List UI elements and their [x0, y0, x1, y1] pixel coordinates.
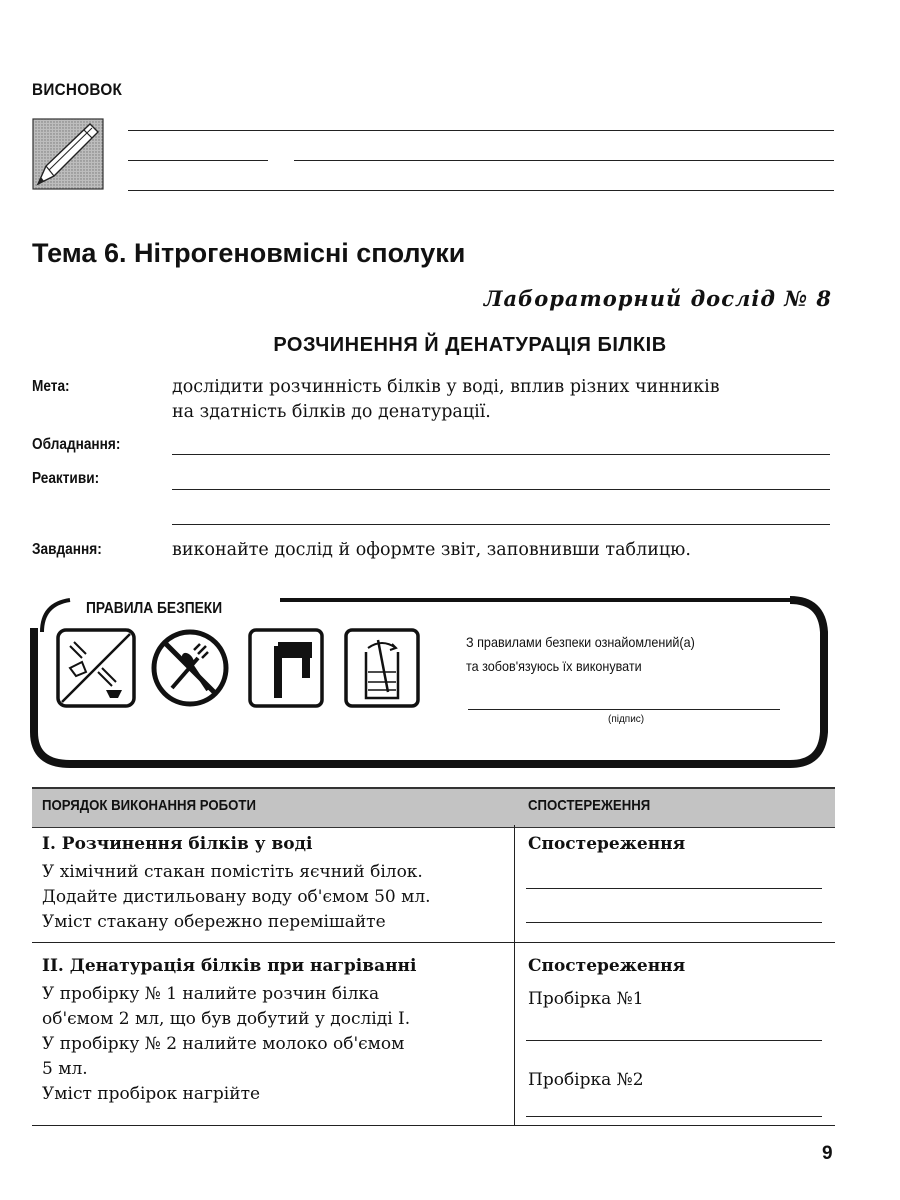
- safety-acknowledgement: [466, 630, 695, 678]
- conclusion-line[interactable]: [128, 130, 834, 131]
- reagents-label: Реактиви:: [32, 470, 100, 487]
- section1-line: Додайте дистильовану воду об'ємом 50 мл.: [42, 887, 431, 907]
- observation-line[interactable]: [526, 888, 822, 889]
- section2-line: У пробірку № 2 налийте молоко об'ємом: [42, 1034, 405, 1054]
- section2-line: У пробірку № 1 налийте розчин білка: [42, 984, 380, 1004]
- observation-line[interactable]: [526, 922, 822, 923]
- equipment-line[interactable]: [172, 454, 830, 455]
- no-eating-icon: [150, 628, 230, 708]
- reagents-line[interactable]: [172, 524, 830, 525]
- experiment-title-text: РОЗЧИНЕННЯ Й ДЕНАТУРАЦІЯ БІЛКІВ: [273, 334, 667, 356]
- section2-observations-title: Спостереження: [528, 956, 686, 976]
- section1-line: У хімічний стакан помістіть яєчний білок.: [42, 862, 423, 882]
- conclusion-line[interactable]: [294, 160, 834, 161]
- tube2-label: Пробірка №2: [528, 1070, 644, 1090]
- section2-line: об'ємом 2 мл, що був добутий у досліді І.: [42, 1009, 411, 1029]
- stirring-beaker-icon: [342, 628, 422, 708]
- ack-line1: З правилами безпеки ознайомлений(а): [466, 634, 695, 650]
- section2-line: 5 мл.: [42, 1059, 88, 1079]
- ack-line2: та зобов'язуюсь їх виконувати: [466, 658, 642, 674]
- equipment-label: Обладнання:: [32, 436, 121, 453]
- pencil-icon: [32, 118, 104, 190]
- signature-line[interactable]: [468, 709, 780, 710]
- conclusion-line[interactable]: [128, 190, 834, 191]
- conclusion-heading: ВИСНОВОК: [32, 80, 123, 99]
- topic-title: Тема 6. Нітрогеновмісні сполуки: [32, 238, 466, 268]
- observation-line[interactable]: [526, 1116, 822, 1117]
- procedure-column-header: ПОРЯДОК ВИКОНАННЯ РОБОТИ: [42, 797, 256, 814]
- section2-line: Уміст пробірок нагрійте: [42, 1084, 261, 1104]
- experiment-title: [0, 334, 900, 357]
- goal-label: Мета:: [32, 378, 70, 395]
- signature-caption: (підпис): [608, 714, 645, 725]
- goal-text-line2: на здатність білків до денатурації.: [172, 402, 491, 422]
- lab-title: Лабораторний дослід № 8: [483, 286, 832, 311]
- heating-glassware-icon: [56, 628, 136, 708]
- section1-title: І. Розчинення білків у воді: [42, 834, 313, 854]
- observations-column-header: СПОСТЕРЕЖЕННЯ: [528, 797, 651, 814]
- goal-text-line1: дослідити розчинність білків у воді, вплив різних чинників: [172, 377, 720, 397]
- tube1-label: Пробірка №1: [528, 989, 644, 1009]
- task-text: виконайте дослід й оформте звіт, заповнивши таблицю.: [172, 540, 691, 560]
- safety-heading: ПРАВИЛА БЕЗПЕКИ: [86, 600, 223, 617]
- column-divider: [514, 825, 515, 1125]
- conclusion-line[interactable]: [128, 160, 268, 161]
- table-bottom-border: [32, 1125, 835, 1126]
- fume-hood-icon: [246, 628, 326, 708]
- section2-title: ІІ. Денатурація білків при нагріванні: [42, 956, 417, 976]
- reagents-line[interactable]: [172, 489, 830, 490]
- page-number: 9: [822, 1143, 833, 1164]
- task-label: Завдання:: [32, 541, 102, 558]
- section1-observations-title: Спостереження: [528, 834, 686, 854]
- section1-line: Уміст стакану обережно перемішайте: [42, 912, 386, 932]
- row-separator: [32, 942, 835, 943]
- observation-line[interactable]: [526, 1040, 822, 1041]
